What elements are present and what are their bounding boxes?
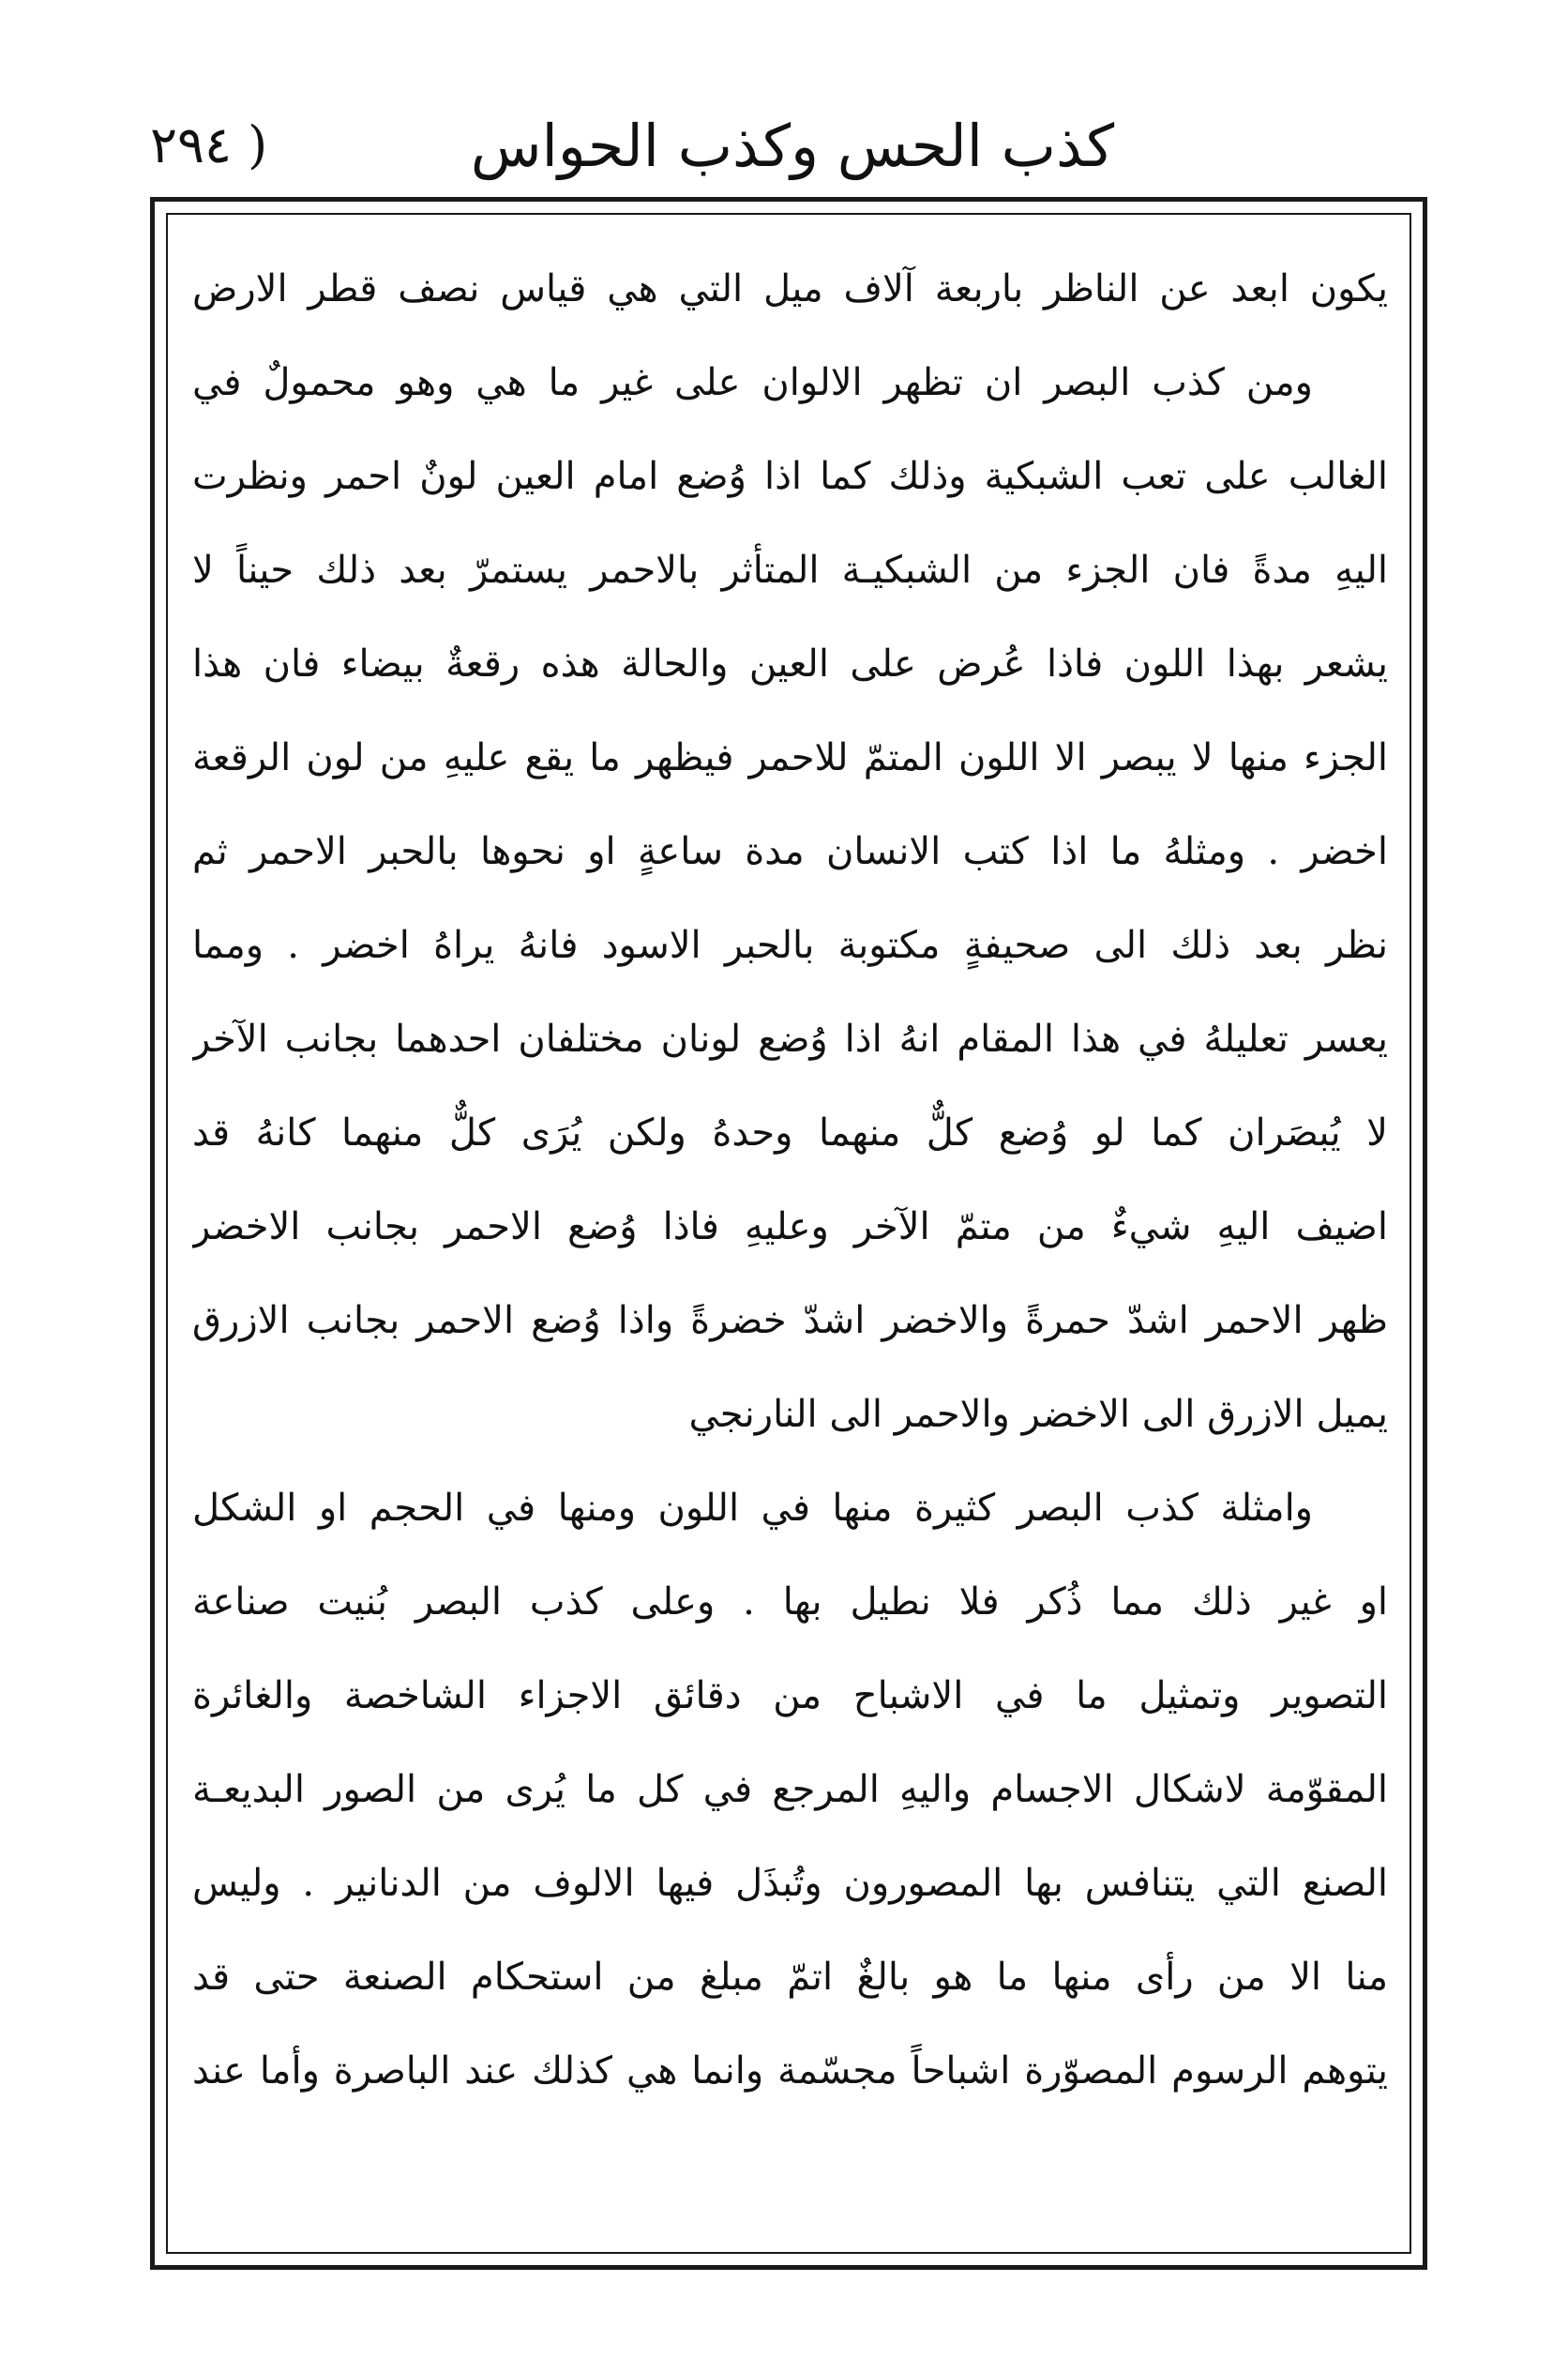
text-line: يميل الازرق الى الاخضر والاحمر الى النارنجي <box>688 1393 1388 1436</box>
body-text <box>192 242 1388 2118</box>
page-number: ( ٢٩٤ <box>150 115 268 174</box>
text-line: لا يُبصَران كما لو وُضع كلٌّ منهما وحدهُ ولكن يُرَى كلٌّ منهما كانهُ قد <box>192 1111 1388 1155</box>
text-line: منا الا من رأى منها ما هو بالغٌ اتمّ مبلغ من استحكام الصنعة حتى قد <box>192 1956 1388 1999</box>
text-line: يعسر تعليلهُ في هذا المقام انهُ اذا وُضع لونان مختلفان احدهما بجانب الآخر <box>192 1018 1388 1061</box>
text-line: اضيف اليهِ شيءٌ من متمّ الآخر وعليهِ فاذا وُضع الاحمر بجانب الاخضر <box>192 1205 1388 1248</box>
text-line: ظهر الاحمر اشدّ حمرةً والاخضر اشدّ خضرةً واذا وُضع الاحمر بجانب الازرق <box>192 1299 1388 1342</box>
text-line: نظر بعد ذلك الى صحيفةٍ مكتوبة بالحبر الاسود فانهُ يراهُ اخضر . ومما <box>192 924 1388 967</box>
text-line: الغالب على تعب الشبكية وذلك كما اذا وُضع امام العين لونٌ احمر ونظرت <box>192 455 1388 498</box>
text-line: التصوير وتمثيل ما في الاشباح من دقائق الاجزاء الشاخصة والغائرة <box>192 1674 1388 1717</box>
text-line: اليهِ مدةً فان الجزء من الشبكيـة المتأثر بالاحمر يستمرّ بعد ذلك حيناً لا <box>192 549 1388 592</box>
text-line: الجزء منها لا يبصر الا اللون المتمّ للاحمر فيظهر ما يقع عليهِ من لون الرقعة <box>192 736 1388 779</box>
page-header <box>150 94 1435 197</box>
text-line: وامثلة كذب البصر كثيرة منها في اللون ومنها في الحجم او الشكل <box>192 1487 1313 1530</box>
text-line: ومن كذب البصر ان تظهر الالوان على غير ما هي وهو محمولٌ في <box>192 361 1313 404</box>
text-line: اخضر . ومثلهُ ما اذا كتب الانسان مدة ساعةٍ او نحوها بالحبر الاحمر ثم <box>192 830 1388 873</box>
text-line: يتوهم الرسوم المصوّرة اشباحاً مجسّمة وانما هي كذلك عند الباصرة وأما عند <box>192 2049 1388 2093</box>
text-line: الصنع التي يتنافس بها المصورون وتُبذَل فيها الالوف من الدنانير . وليس <box>192 1862 1388 1905</box>
text-line: يكون ابعد عن الناظر باربعة آلاف ميل التي هي قياس نصف قطر الارض <box>192 267 1388 310</box>
running-title: كذب الحس وكذب الحواس <box>470 112 1115 180</box>
text-line: او غير ذلك مما ذُكر فلا نطيل بها . وعلى كذب البصر بُنيت صناعة <box>192 1580 1388 1624</box>
text-line: يشعر بهذا اللون فاذا عُرض على العين والحالة هذه رقعةٌ بيضاء فان هذا <box>192 642 1388 686</box>
text-line: المقوّمة لاشكال الاجسام واليهِ المرجع في كل ما يُرى من الصور البديعـة <box>192 1768 1388 1811</box>
